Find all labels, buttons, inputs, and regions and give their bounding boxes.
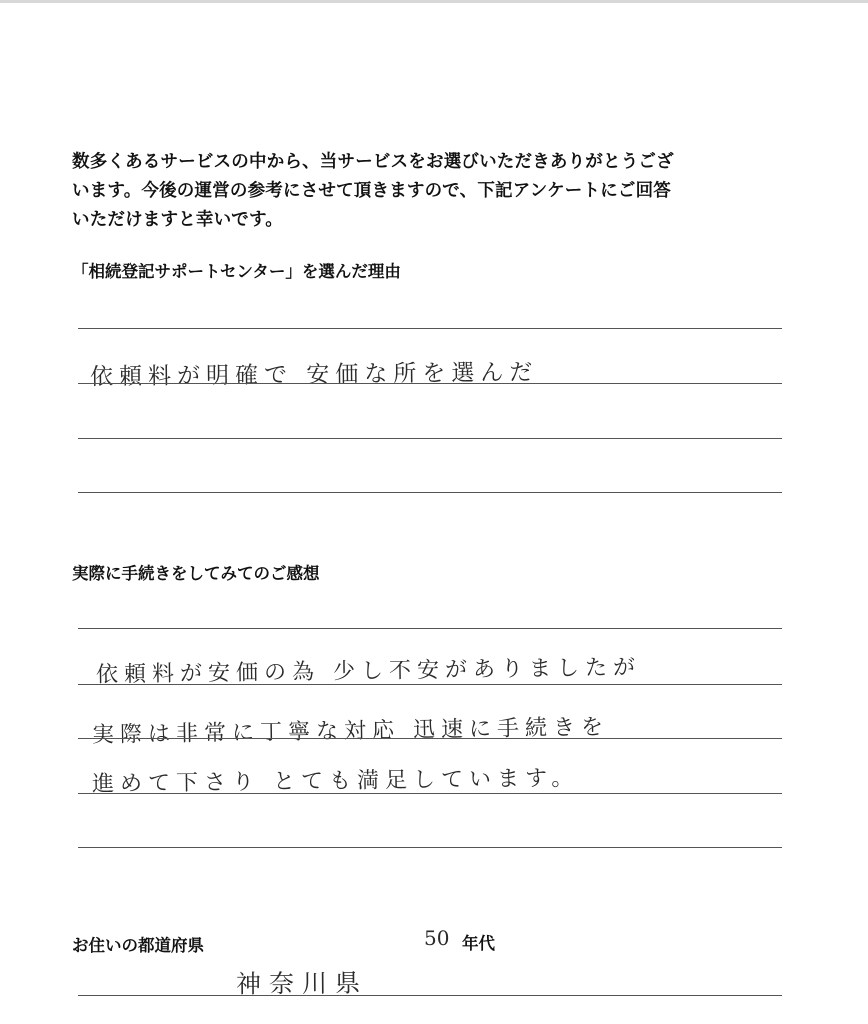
impression-answer-line-3: 進めて下さり とても満足しています。 [91, 766, 580, 797]
impression-rule-2 [78, 684, 782, 685]
reason-rule-4 [78, 492, 782, 493]
impression-heading: 実際に手続きをしてみてのご感想 [72, 564, 320, 583]
intro-message [72, 148, 792, 235]
prefecture-label: お住いの都道府県 [72, 936, 204, 955]
page-top-edge [0, 0, 868, 3]
reason-rule-2 [78, 383, 782, 384]
age-suffix: 年代 [462, 934, 495, 953]
reason-answer-line-1: 依頼料が明確で 安価な所を選んだ [89, 359, 539, 391]
impression-rule-4 [78, 793, 782, 794]
age-value: 50 [424, 926, 450, 950]
reason-rule-1 [78, 328, 782, 329]
impression-answer-line-1: 依頼料が安価の為 少し不安がありましたが [95, 655, 642, 688]
intro-line-3: いただけますと幸いです。 [72, 210, 283, 230]
profile-rule [78, 995, 782, 996]
reason-rule-3 [78, 438, 782, 439]
intro-line-2: います。今後の運営の参考にさせて頂きますので、下記アンケートにご回答 [72, 181, 671, 201]
prefecture-value: 神奈川県 [235, 968, 369, 999]
intro-line-1: 数多くあるサービスの中から、当サービスをお選びいただきありがとうござ [72, 152, 674, 172]
impression-rule-5 [78, 847, 782, 848]
impression-rule-3 [78, 738, 782, 739]
impression-answer-line-2: 実際は非常に丁寧な対応 迅速に手続きを [91, 714, 610, 749]
impression-rule-1 [78, 628, 782, 629]
reason-heading: 「相続登記サポートセンター」を選んだ理由 [72, 262, 401, 281]
